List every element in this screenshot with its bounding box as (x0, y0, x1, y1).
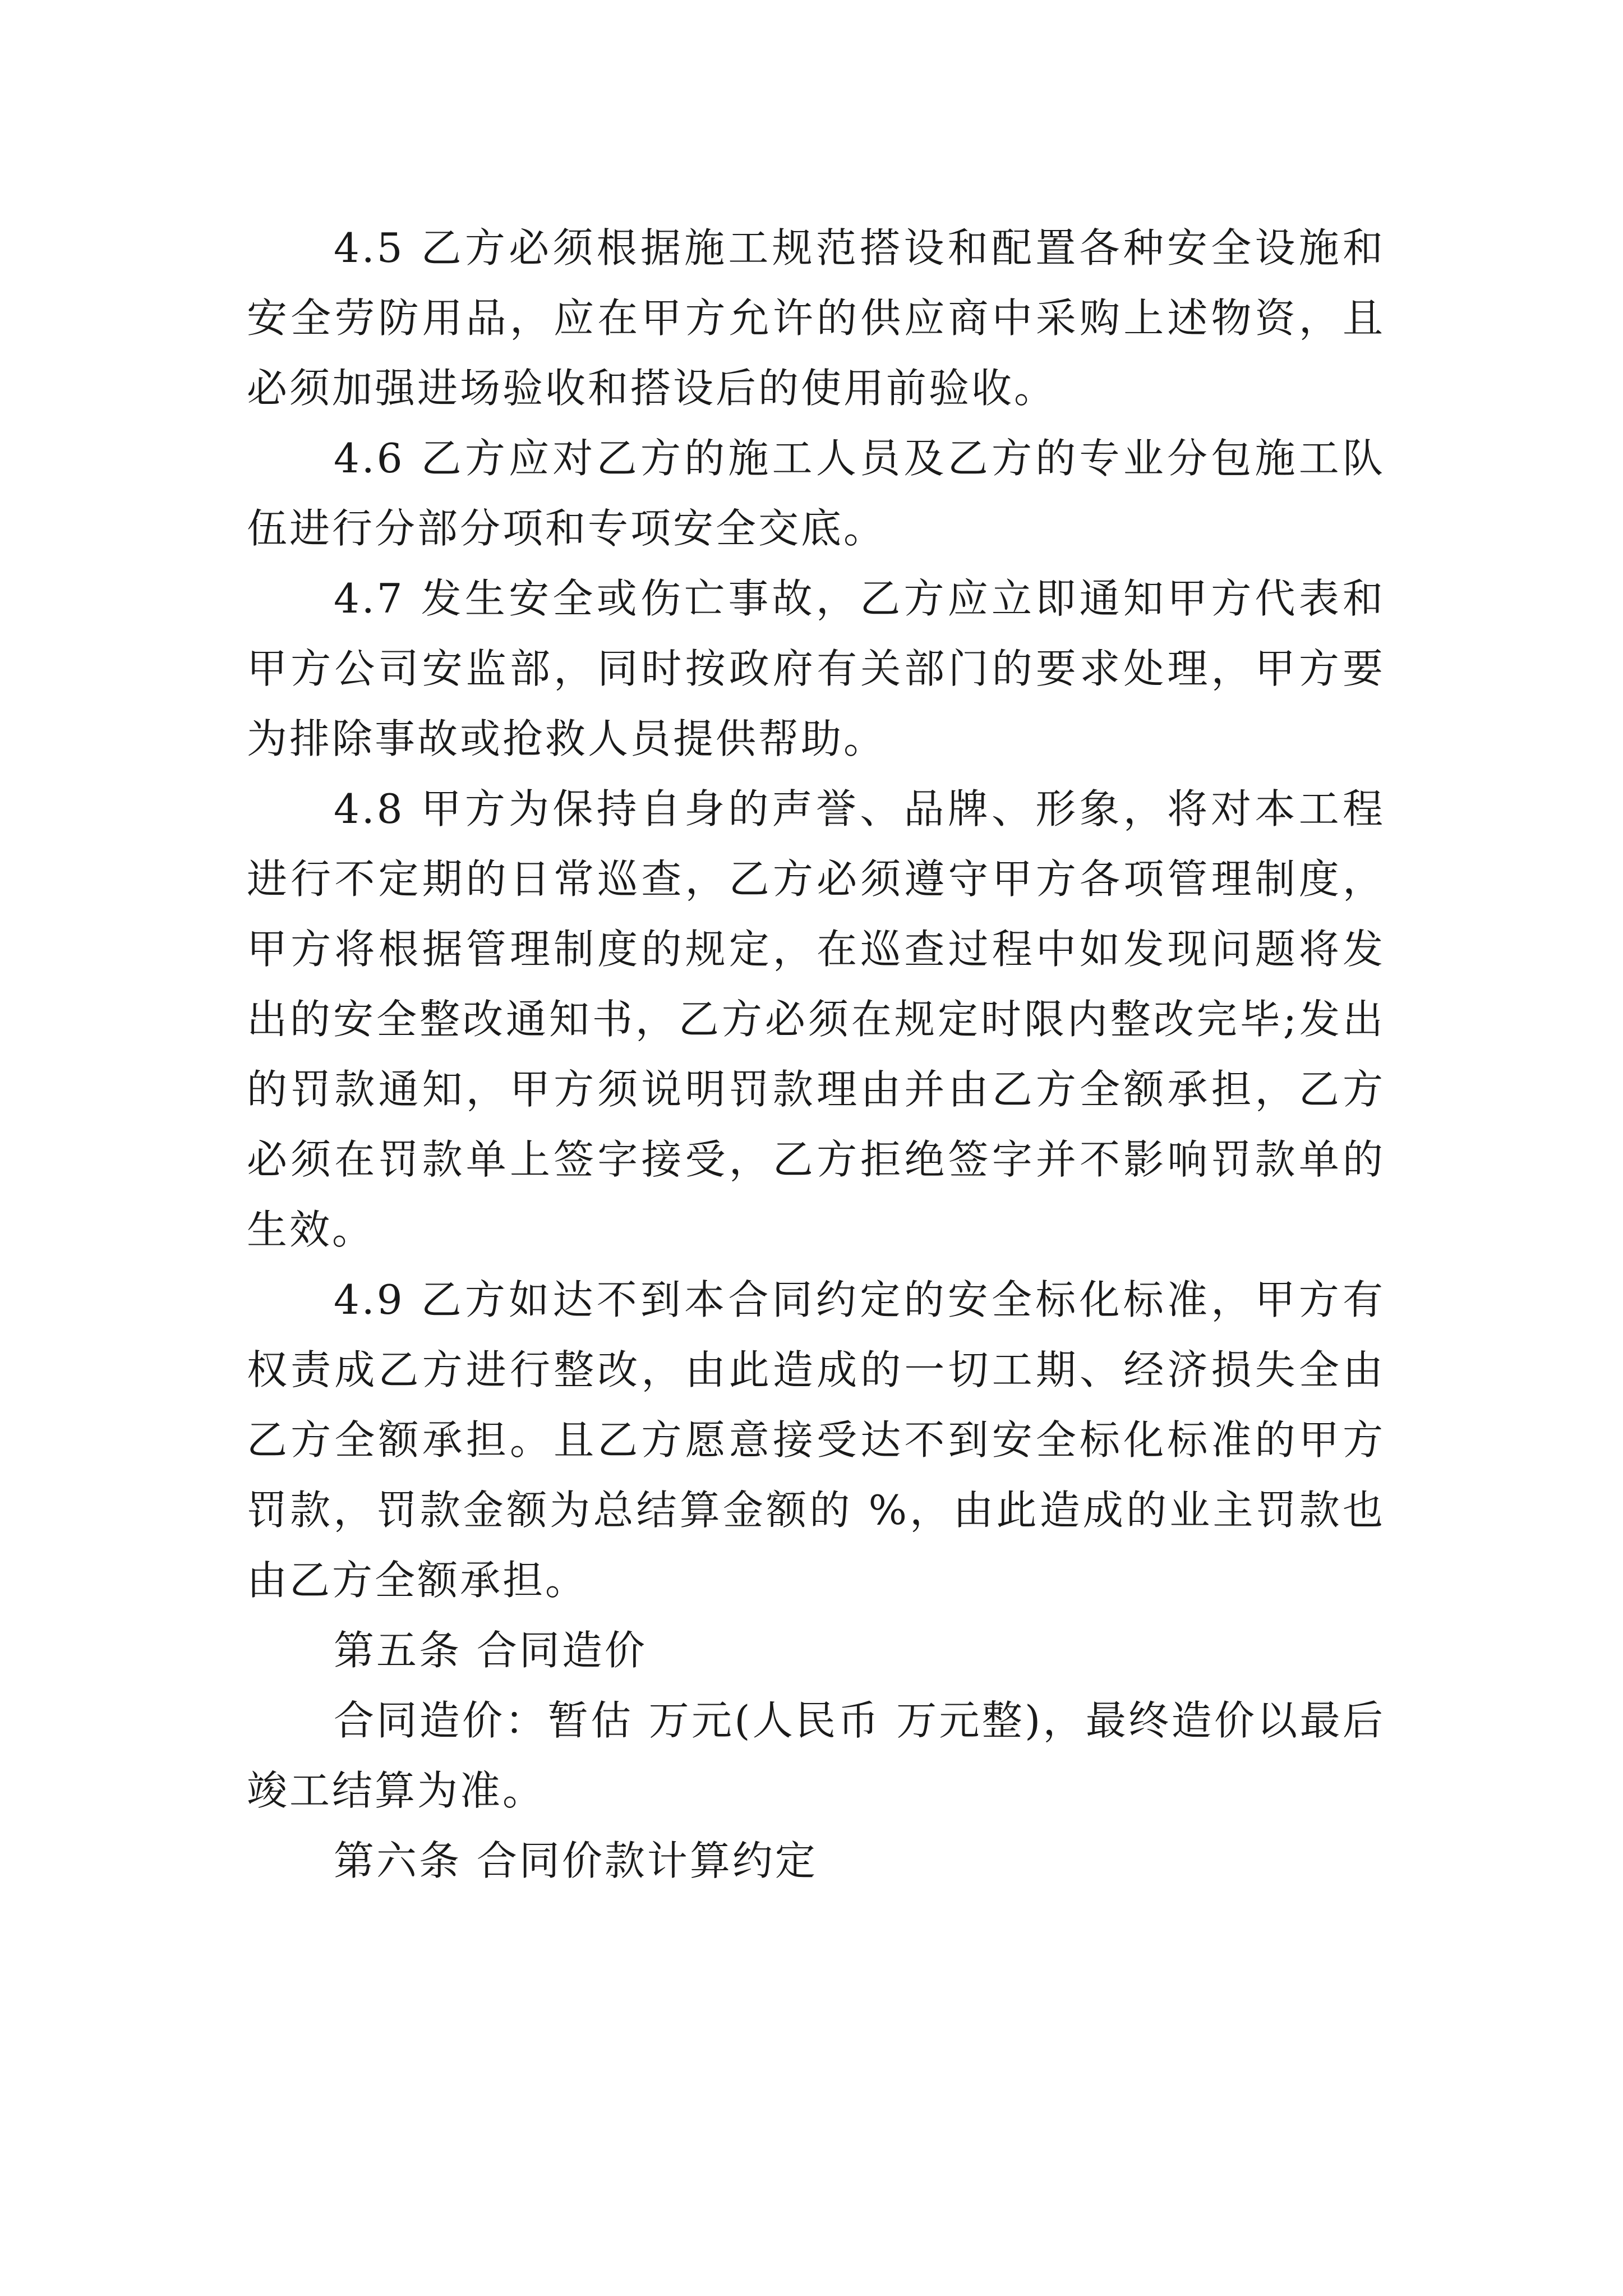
article-6-heading: 第六条 合同价款计算约定 (334, 1837, 818, 1884)
article-5-body: 合同造价：暂估 万元(人民币 万元整)，最终造价以最后竣工结算为准。 (247, 1697, 1385, 1814)
document-body (247, 213, 1385, 1896)
clause-4-5: 4.5 乙方必须根据施工规范搭设和配置各种安全设施和安全劳防用品，应在甲方允许的供应商中采购上述物资，且必须加强进场验收和搭设后的使用前验收。 (247, 224, 1385, 412)
clause-4-9: 4.9 乙方如达不到本合同约定的安全标化标准，甲方有权责成乙方进行整改，由此造成的一切工期、经济损失全由乙方全额承担。且乙方愿意接受达不到安全标化标准的甲方罚款，罚款金额为总结算金额的 %，由此造成的业主罚款也由乙方全额承担。 (247, 1276, 1385, 1604)
clause-4-6: 4.6 乙方应对乙方的施工人员及乙方的专业分包施工队伍进行分部分项和专项安全交底。 (247, 435, 1385, 552)
clause-4-8: 4.8 甲方为保持自身的声誉、品牌、形象，将对本工程进行不定期的日常巡查，乙方必须遵守甲方各项管理制度，甲方将根据管理制度的规定，在巡查过程中如发现问题将发出的安全整改通知书，乙方必须在规定时限内整改完毕;发出的罚款通知，甲方须说明罚款理由并由乙方全额承担，乙方必须在罚款单上签字接受，乙方拒绝签字并不影响罚款单的生效。 (247, 785, 1385, 1253)
article-5-heading: 第五条 合同造价 (334, 1627, 647, 1674)
clause-4-7: 4.7 发生安全或伤亡事故，乙方应立即通知甲方代表和甲方公司安监部，同时按政府有关部门的要求处理，甲方要为排除事故或抢救人员提供帮助。 (247, 575, 1385, 762)
